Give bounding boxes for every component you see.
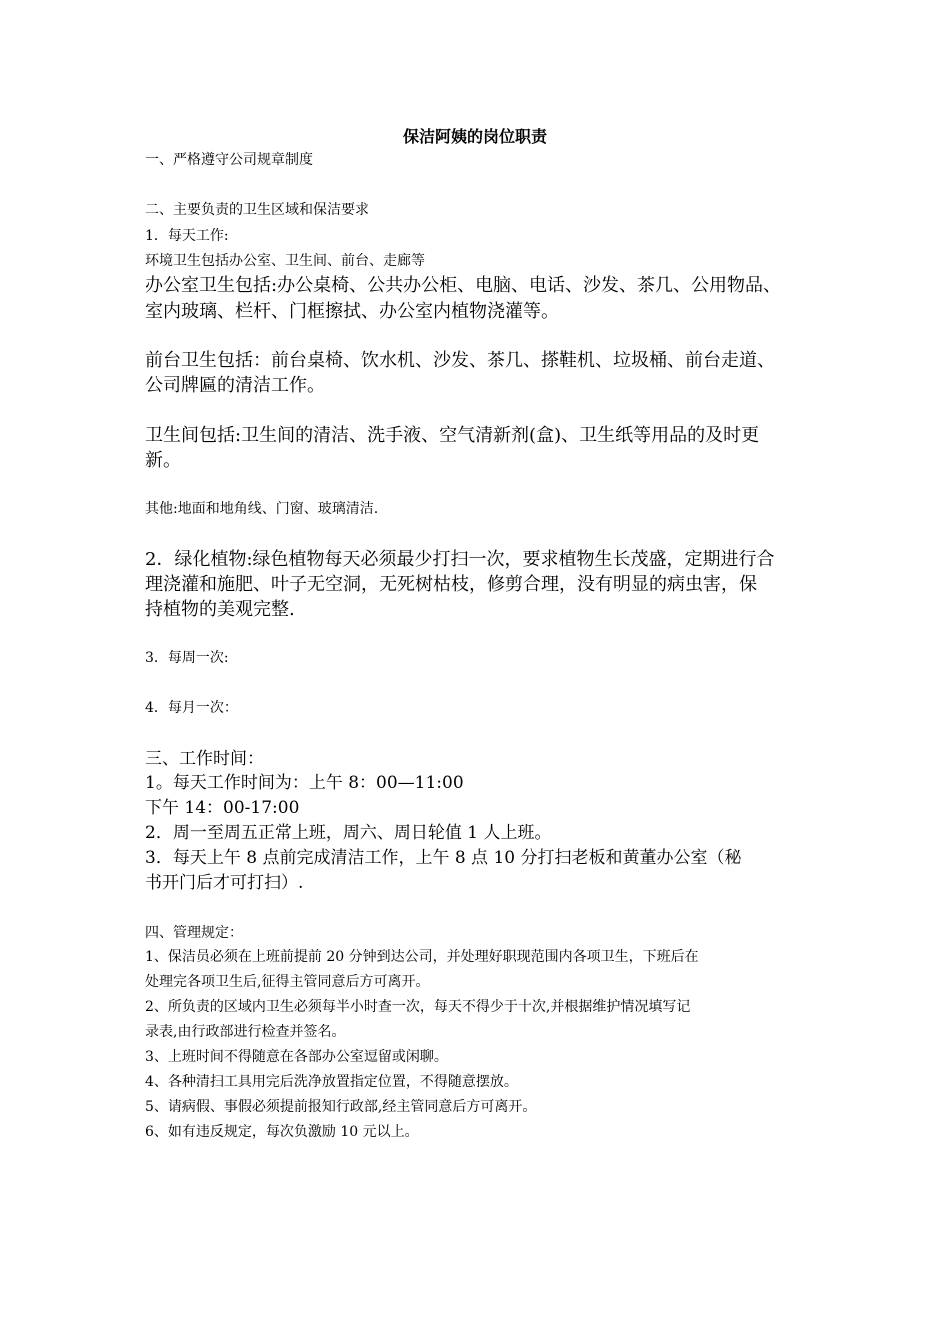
- work-hours-morning: 1。每天工作时间为：上午 8：00—11:00: [145, 773, 464, 793]
- section-heading-2: 二、主要负责的卫生区域和保洁要求: [145, 202, 369, 218]
- section-heading-1: 一、严格遵守公司规章制度: [145, 152, 313, 168]
- rule-3: 3、上班时间不得随意在各部办公室逗留或闲聊。: [145, 1049, 448, 1065]
- cleaning-time-line1: 3．每天上午 8 点前完成清洁工作，上午 8 点 10 分打扫老板和黄董办公室（秘: [145, 848, 742, 868]
- rule-1-line2: 处理完各项卫生后,征得主管同意后方可离开。: [145, 974, 430, 990]
- section-heading-3: 三、工作时间：: [145, 749, 264, 769]
- section-heading-4: 四、管理规定：: [145, 925, 243, 941]
- work-hours-afternoon: 下午 14：00-17:00: [145, 798, 300, 818]
- rule-4: 4、各种清扫工具用完后洗净放置指定位置，不得随意摆放。: [145, 1074, 518, 1090]
- subsection-daily: 1．每天工作:: [145, 228, 229, 244]
- paragraph-office-line1: 办公室卫生包括:办公桌椅、公共办公柜、电脑、电话、沙发、茶几、公用物品、: [145, 275, 782, 296]
- cleaning-time-line2: 书开门后才可打扫）.: [145, 873, 304, 893]
- subsection-monthly: 4．每月一次：: [145, 700, 238, 716]
- paragraph-restroom-line2: 新。: [145, 450, 181, 471]
- paragraph-plants-line2: 理浇灌和施肥、叶子无空洞，无死树枯枝，修剪合理，没有明显的病虫害，保: [145, 574, 757, 595]
- paragraph-frontdesk-line1: 前台卫生包括：前台桌椅、饮水机、沙发、茶几、搽鞋机、垃圾桶、前台走道、: [145, 350, 775, 371]
- subsection-weekly: 3．每周一次:: [145, 650, 229, 666]
- paragraph-plants-line1: 2．绿化植物:绿色植物每天必须最少打扫一次，要求植物生长茂盛，定期进行合: [145, 549, 775, 570]
- rule-2-line1: 2、所负责的区域内卫生必须每半小时查一次，每天不得少于十次,并根据维护情况填写记: [145, 999, 691, 1015]
- rule-2-line2: 录表,由行政部进行检查并签名。: [145, 1024, 346, 1040]
- document-title: 保洁阿姨的岗位职责: [402, 127, 547, 146]
- paragraph-other: 其他:地面和地角线、门窗、玻璃清洁.: [145, 501, 379, 517]
- rule-6: 6、如有违反规定，每次负激励 10 元以上。: [145, 1124, 419, 1140]
- rule-1-line1: 1、保洁员必须在上班前提前 20 分钟到达公司，并处理好职现范围内各项卫生，下班后在: [145, 949, 699, 965]
- paragraph-office-line2: 室内玻璃、栏杆、门框擦拭、办公室内植物浇灌等。: [145, 301, 559, 322]
- rule-5: 5、请病假、事假必须提前报知行政部,经主管同意后方可离开。: [145, 1099, 537, 1115]
- paragraph-frontdesk-line2: 公司牌匾的清洁工作。: [145, 375, 325, 396]
- work-days: 2．周一至周五正常上班，周六、周日轮值 1 人上班。: [145, 823, 552, 843]
- paragraph-restroom-line1: 卫生间包括:卫生间的清洁、洗手液、空气清新剂(盒)、卫生纸等用品的及时更: [145, 425, 760, 446]
- paragraph-plants-line3: 持植物的美观完整.: [145, 599, 295, 620]
- paragraph-environment: 环境卫生包括办公室、卫生间、前台、走廊等: [145, 253, 425, 269]
